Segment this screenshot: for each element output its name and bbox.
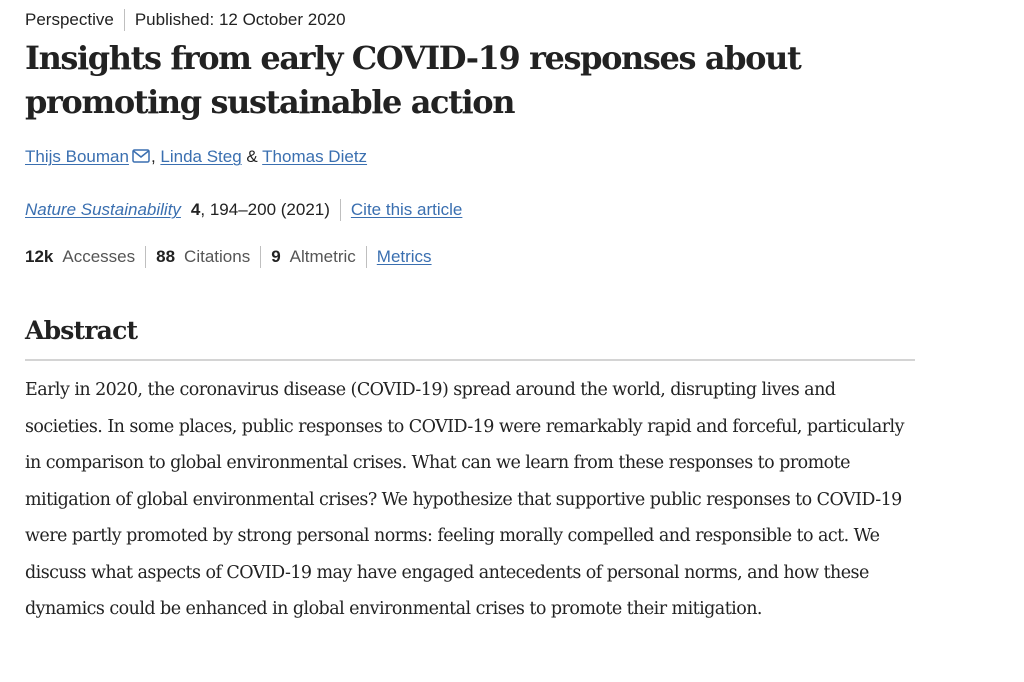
section-divider <box>25 359 915 361</box>
abstract-heading: Abstract <box>25 316 138 345</box>
abstract-text: Early in 2020, the coronavirus disease (COVID-19) spread around the world, disrupting lives and societies. In some places, public responses to COVID-19 were remarkably rapid and forceful, particularly in comparison to global environmental crises. What can we learn from these responses to promote mitigation of global environmental crises? We hypothesize that supportive public responses to COVID-19 were partly promoted by strong personal norms: feeling morally compelled and responsible to act. We discuss what aspects of COVID-19 may have engaged antecedents of personal norms, and how these dynamics could be enhanced in global environmental crises to promote their mitigation. <box>25 380 904 619</box>
accesses-label: Accesses <box>62 247 136 266</box>
accesses-count: 12k <box>25 247 54 266</box>
article-meta <box>25 8 346 32</box>
author-link-dietz[interactable]: Thomas Dietz <box>262 147 368 166</box>
citations-count: 88 <box>156 247 176 266</box>
citations-label: Citations <box>184 247 251 266</box>
article-type: Perspective <box>25 10 114 29</box>
altmetric-label: Altmetric <box>289 247 356 266</box>
metrics-link[interactable]: Metrics <box>376 247 432 266</box>
author-separator: & <box>241 147 263 166</box>
author-link-bouman[interactable]: Thijs Bouman <box>25 147 129 166</box>
meta-divider <box>124 9 125 31</box>
metrics-divider <box>145 246 146 268</box>
mail-icon[interactable] <box>132 149 150 163</box>
publish-date: Published: 12 October 2020 <box>134 10 346 29</box>
cite-article-link[interactable]: Cite this article <box>350 200 463 219</box>
journal-pages: , 194–200 (2021) <box>200 200 330 219</box>
journal-link[interactable]: Nature Sustainability <box>25 200 181 219</box>
metrics-divider <box>260 246 261 268</box>
journal-citation <box>25 198 462 222</box>
author-list <box>25 145 367 169</box>
article-title: Insights from early COVID-19 responses about promoting sustainable action <box>25 39 801 121</box>
journal-volume: 4 <box>190 200 201 219</box>
author-link-steg[interactable]: Linda Steg <box>160 147 242 166</box>
author-separator: , <box>150 147 161 166</box>
citation-divider <box>340 199 341 221</box>
altmetric-score: 9 <box>271 247 281 266</box>
metrics-divider <box>366 246 367 268</box>
article-metrics <box>25 245 432 269</box>
